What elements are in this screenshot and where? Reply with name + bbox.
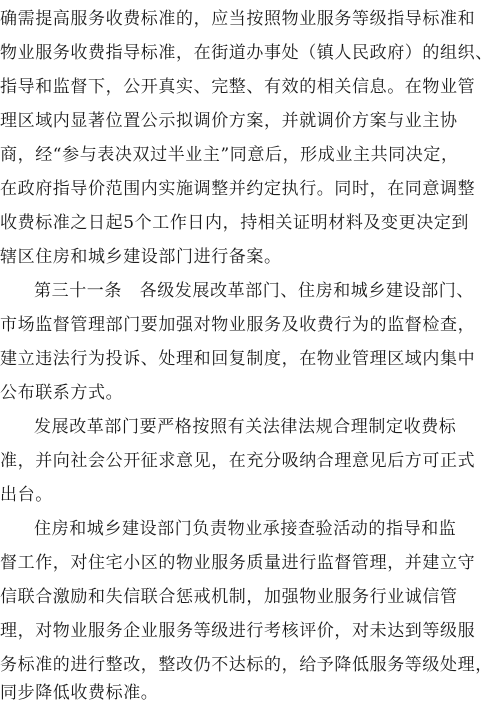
text-line: 信联合激励和失信联合惩戒机制，加强物业服务行业诚信管 <box>0 587 458 607</box>
text-line: 辖区住房和城乡建设部门进行备案。 <box>0 247 282 267</box>
text-line: 务标准的进行整改，整改仍不达标的，给予降低服务等级处理， <box>0 655 493 675</box>
text-line: 准，并向社会公开征求意见，在充分吸纳合理意见后方可正式 <box>0 451 476 471</box>
text-line: 建立违法行为投诉、处理和回复制度，在物业管理区域内集中 <box>0 349 476 369</box>
text-line: 督工作，对住宅小区的物业服务质量进行监督管理，并建立守 <box>0 553 476 573</box>
text-line: 理区域内显著位置公示拟调价方案，并就调价方案与业主协 <box>0 111 458 131</box>
text-line: 出台。 <box>0 485 53 505</box>
text-line: 商，经“参与表决双过半业主”同意后，形成业主共同决定， <box>0 145 459 165</box>
article-heading-line: 第三十一条 各级发展改革部门、住房和城乡建设部门、 <box>34 281 474 301</box>
text-line: 收费标准之日起5个工作日内，持相关证明材料及变更决定到 <box>0 213 470 233</box>
text-line: 同步降低收费标准。 <box>0 683 159 703</box>
text-line: 理，对物业服务企业服务等级进行考核评价，对未达到等级服 <box>0 621 476 641</box>
paragraph-first-line: 发展改革部门要严格按照有关法律法规合理制定收费标 <box>34 417 457 437</box>
text-line: 指导和监督下，公开真实、完整、有效的相关信息。在物业管 <box>0 77 476 97</box>
text-line: 物业服务收费指导标准，在街道办事处（镇人民政府）的组织、 <box>0 43 493 63</box>
paragraph-first-line: 住房和城乡建设部门负责物业承接查验活动的指导和监 <box>34 519 457 539</box>
text-line: 在政府指导价范围内实施调整并约定执行。同时，在同意调整 <box>0 179 476 199</box>
text-line: 公布联系方式。 <box>0 383 124 403</box>
text-line: 市场监督管理部门要加强对物业服务及收费行为的监督检查， <box>0 315 476 335</box>
text-line: 确需提高服务收费标准的，应当按照物业服务等级指导标准和 <box>0 9 476 29</box>
